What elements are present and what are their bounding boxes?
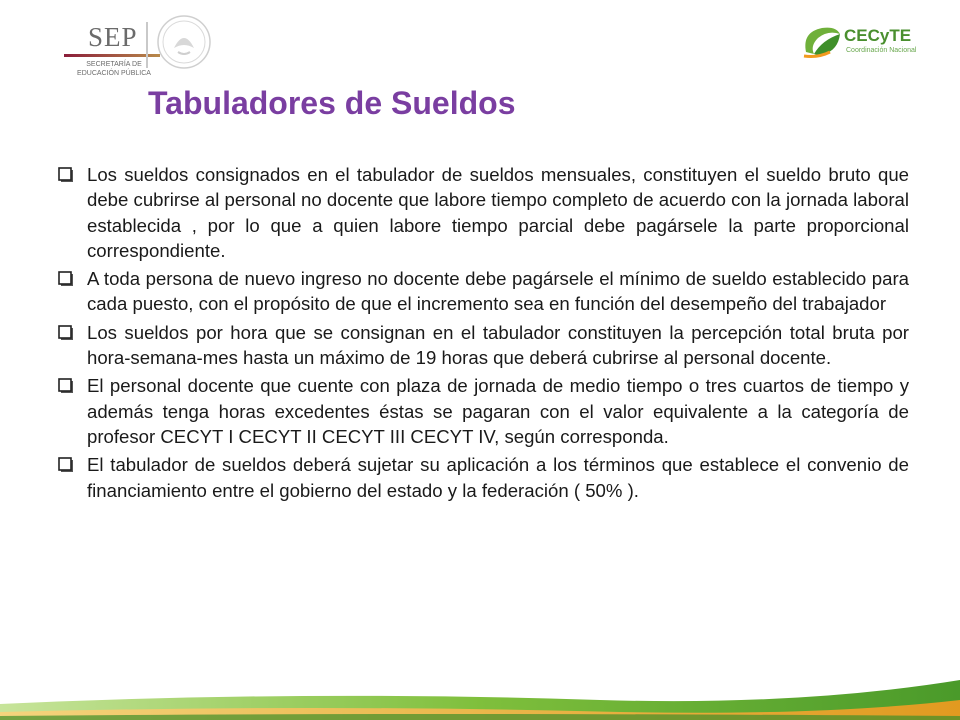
slide-title: Tabuladores de Sueldos: [148, 85, 516, 121]
bullet-text: Los sueldos por hora que se consignan en el tabulador constituyen la percepción total bruta por hora-semana-mes hasta un máximo de 19 horas que deberá cubrirse al personal docente.: [87, 321, 909, 369]
footer-swoosh: [0, 660, 960, 720]
sep-sub-line2: EDUCACIÓN PÚBLICA: [77, 70, 151, 77]
logo-divider: [146, 22, 148, 68]
list-item: [58, 373, 909, 449]
cecyte-logo-subtitle: Coordinación Nacional: [846, 47, 917, 54]
sep-sub-line1: SECRETARÍA DE: [86, 61, 142, 68]
list-item: [58, 320, 909, 371]
bullet-text: El personal docente que cuente con plaza de jornada de medio tiempo o tres cuartos de tiempo y además tenga horas excedentes éstas se pagaran con el valor equivalente a la categoría de profesor CECYT I CECYT II CECYT III CECYT IV, según corresponda.: [87, 375, 909, 447]
checkbox-bullet-icon: [58, 167, 74, 183]
checkbox-bullet-icon: [58, 457, 74, 473]
bullet-list: [58, 162, 909, 506]
list-item: [58, 162, 909, 263]
cecyte-leaf-icon: [800, 22, 844, 60]
bullet-text: A toda persona de nuevo ingreso no docente debe pagársele el mínimo de sueldo establecido para cada puesto, con el propósito de que el incremento sea en función del desempeño del trabajador: [87, 268, 909, 315]
cecyte-logo: [800, 22, 930, 62]
bullet-text: Los sueldos consignados en el tabulador de sueldos mensuales, constituyen el sueldo bruto que debe cubrirse al personal no docente que labore tiempo completo de acuerdo con la jornada laboral establecida , por lo que a quien labore tiempo parcial debe pagársele la parte proporcional correspondiente.: [87, 164, 909, 261]
bullet-text: El tabulador de sueldos deberá sujetar su aplicación a los términos que establece el convenio de financiamiento entre el gobierno del estado y la federación ( 50% ).: [87, 454, 909, 501]
sep-logo-text: SEP: [88, 22, 138, 52]
list-item: [58, 452, 909, 503]
checkbox-bullet-icon: [58, 378, 74, 394]
mexico-seal-icon: [156, 14, 212, 70]
checkbox-bullet-icon: [58, 271, 74, 287]
cecyte-logo-text: CECyTE: [844, 26, 912, 45]
list-item: [58, 266, 909, 317]
checkbox-bullet-icon: [58, 325, 74, 341]
